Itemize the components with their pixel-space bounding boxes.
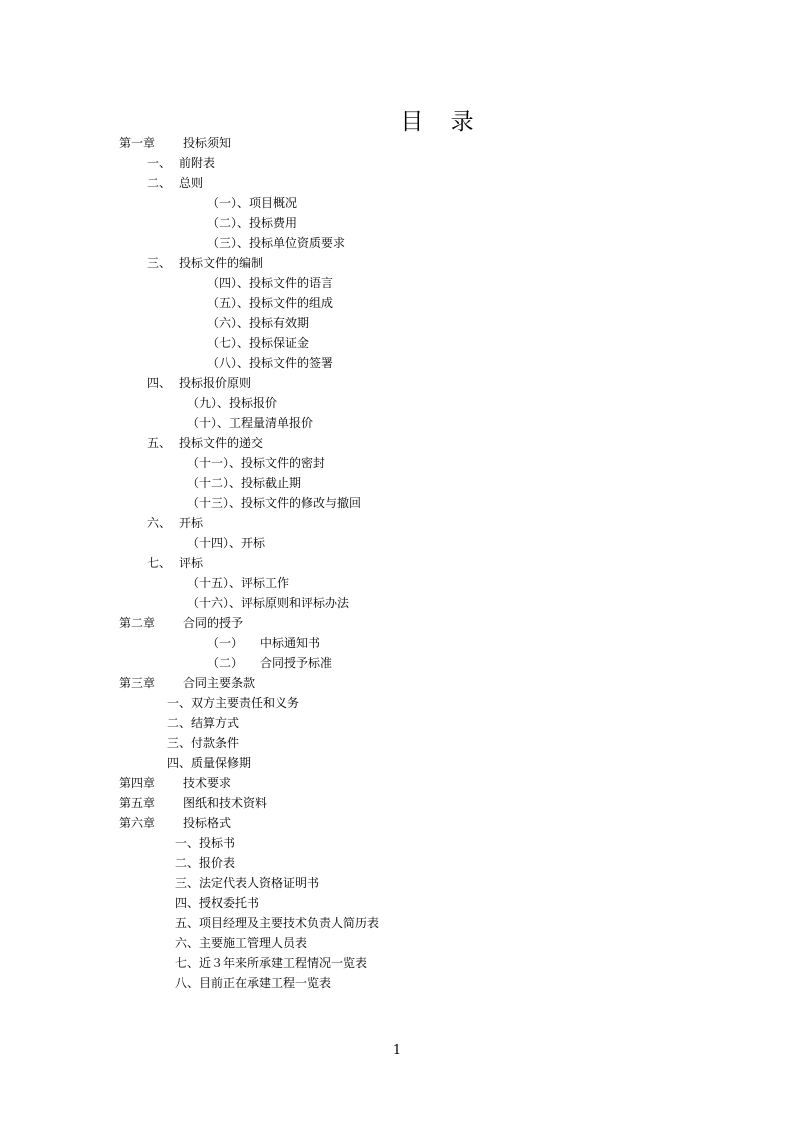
toc-entry-label[interactable]: （十）、工程量清单报价 <box>187 416 314 430</box>
toc-entry-number: 六、 <box>147 516 172 530</box>
toc-entry-label[interactable]: （四）、投标文件的语言 <box>207 276 334 290</box>
toc-entry <box>0 213 794 233</box>
toc-entry-label[interactable]: 八、目前正在承建工程一览表 <box>175 976 332 990</box>
toc-entry <box>0 453 794 473</box>
toc-entry-label[interactable]: 二、结算方式 <box>167 716 240 730</box>
toc-entry-label[interactable]: （九）、投标报价 <box>187 396 278 410</box>
toc-entry-number: 第四章 <box>119 776 156 790</box>
toc-entry-label[interactable]: 三、付款条件 <box>167 736 240 750</box>
toc-entry <box>0 613 794 633</box>
toc-entry <box>0 933 794 953</box>
toc-entry <box>0 253 794 273</box>
toc-entry-number: （二） <box>207 656 244 670</box>
toc-entry-label[interactable]: （十六）、评标原则和评标办法 <box>187 596 350 610</box>
toc-entry <box>0 633 794 653</box>
toc-entry <box>0 393 794 413</box>
toc-entry <box>0 273 794 293</box>
toc-entry-label[interactable]: 合同授予标准 <box>260 656 333 670</box>
toc-entry-label[interactable]: 中标通知书 <box>260 636 321 650</box>
toc-entry-label[interactable]: 四、授权委托书 <box>175 896 260 910</box>
toc-entry-label[interactable]: （五）、投标文件的组成 <box>207 296 334 310</box>
toc-entry-label[interactable]: 五、项目经理及主要技术负责人简历表 <box>175 916 380 930</box>
toc-entry-label[interactable]: 开标 <box>179 516 204 530</box>
toc-entry <box>0 853 794 873</box>
toc-entry-label[interactable]: 合同主要条款 <box>183 676 256 690</box>
toc-entry <box>0 293 794 313</box>
toc-entry-label[interactable]: 评标 <box>179 556 204 570</box>
toc-entry-label[interactable]: 二、报价表 <box>175 856 236 870</box>
toc-entry <box>0 433 794 453</box>
toc-entry <box>0 693 794 713</box>
toc-entry-label[interactable]: （二）、投标费用 <box>207 216 298 230</box>
toc-entry <box>0 953 794 973</box>
toc-entry <box>0 973 794 993</box>
toc-entry-label[interactable]: 图纸和技术资料 <box>183 796 268 810</box>
toc-entry <box>0 533 794 553</box>
toc-entry-label[interactable]: 投标报价原则 <box>179 376 252 390</box>
toc-entry <box>0 553 794 573</box>
toc-entry <box>0 233 794 253</box>
toc-entry <box>0 413 794 433</box>
page-title: 目 录 <box>400 109 484 135</box>
toc-entry <box>0 373 794 393</box>
toc-entry-number: 第六章 <box>119 816 156 830</box>
toc-entry <box>0 653 794 673</box>
toc-entry-label[interactable]: 一、投标书 <box>175 836 236 850</box>
toc-entry-label[interactable]: 前附表 <box>179 156 216 170</box>
toc-entry <box>0 153 794 173</box>
toc-entry <box>0 313 794 333</box>
toc-entry <box>0 893 794 913</box>
toc-entry-number: 第二章 <box>119 616 156 630</box>
toc-entry <box>0 133 794 153</box>
toc-entry <box>0 733 794 753</box>
toc-entry-label[interactable]: （一）、项目概况 <box>207 196 298 210</box>
toc-entry <box>0 573 794 593</box>
toc-entry-number: 七、 <box>147 556 172 570</box>
toc-entry-label[interactable]: 一、双方主要责任和义务 <box>167 696 300 710</box>
toc-entry <box>0 873 794 893</box>
toc-entry <box>0 913 794 933</box>
toc-entry-label[interactable]: （十一）、投标文件的密封 <box>187 456 326 470</box>
toc-entry-number: 五、 <box>147 436 172 450</box>
toc-entry-label[interactable]: 投标须知 <box>183 136 232 150</box>
toc-entry <box>0 333 794 353</box>
toc-entry <box>0 813 794 833</box>
page-number: 1 <box>392 1043 402 1058</box>
toc-entry-label[interactable]: （八）、投标文件的签署 <box>207 356 334 370</box>
toc-entry-label[interactable]: （七）、投标保证金 <box>207 336 310 350</box>
toc-entry-label[interactable]: 技术要求 <box>183 776 232 790</box>
toc-entry-number: 四、 <box>147 376 172 390</box>
toc-entry-number: 第三章 <box>119 676 156 690</box>
toc-entry-label[interactable]: 投标文件的编制 <box>179 256 264 270</box>
toc-entry-label[interactable]: 合同的授予 <box>183 616 244 630</box>
toc-entry-label[interactable]: （十二）、投标截止期 <box>187 476 302 490</box>
toc-entry <box>0 593 794 613</box>
toc-entry-label[interactable]: 总则 <box>179 176 204 190</box>
toc-entry <box>0 513 794 533</box>
toc-entry <box>0 193 794 213</box>
toc-entry <box>0 713 794 733</box>
toc-entry-number: 三、 <box>147 256 172 270</box>
toc-entry-number: 二、 <box>147 176 172 190</box>
toc-entry-label[interactable]: （三）、投标单位资质要求 <box>207 236 346 250</box>
toc-entry-label[interactable]: 三、法定代表人资格证明书 <box>175 876 320 890</box>
toc-entry <box>0 793 794 813</box>
toc-entry-label[interactable]: （十四）、开标 <box>187 536 266 550</box>
toc-entry-label[interactable]: （十五）、评标工作 <box>187 576 290 590</box>
toc-entry-number: （一） <box>207 636 244 650</box>
toc-entry-number: 第一章 <box>119 136 156 150</box>
toc-entry-number: 一、 <box>147 156 172 170</box>
toc-entry <box>0 493 794 513</box>
toc-entry <box>0 753 794 773</box>
toc-entry <box>0 173 794 193</box>
toc-entry <box>0 673 794 693</box>
toc-entry <box>0 473 794 493</box>
toc-entry <box>0 833 794 853</box>
toc-entry-label[interactable]: 投标文件的递交 <box>179 436 264 450</box>
toc-entry <box>0 773 794 793</box>
toc-entry <box>0 353 794 373</box>
toc-entry-number: 第五章 <box>119 796 156 810</box>
toc-entry-label[interactable]: 七、近３年来所承建工程情况一览表 <box>175 956 368 970</box>
toc-entry-label[interactable]: （十三）、投标文件的修改与撤回 <box>187 496 362 510</box>
toc-entry-label[interactable]: 四、质量保修期 <box>167 756 252 770</box>
toc-entry-label[interactable]: 六、主要施工管理人员表 <box>175 936 308 950</box>
toc-entry-label[interactable]: （六）、投标有效期 <box>207 316 310 330</box>
toc-entry-label[interactable]: 投标格式 <box>183 816 232 830</box>
